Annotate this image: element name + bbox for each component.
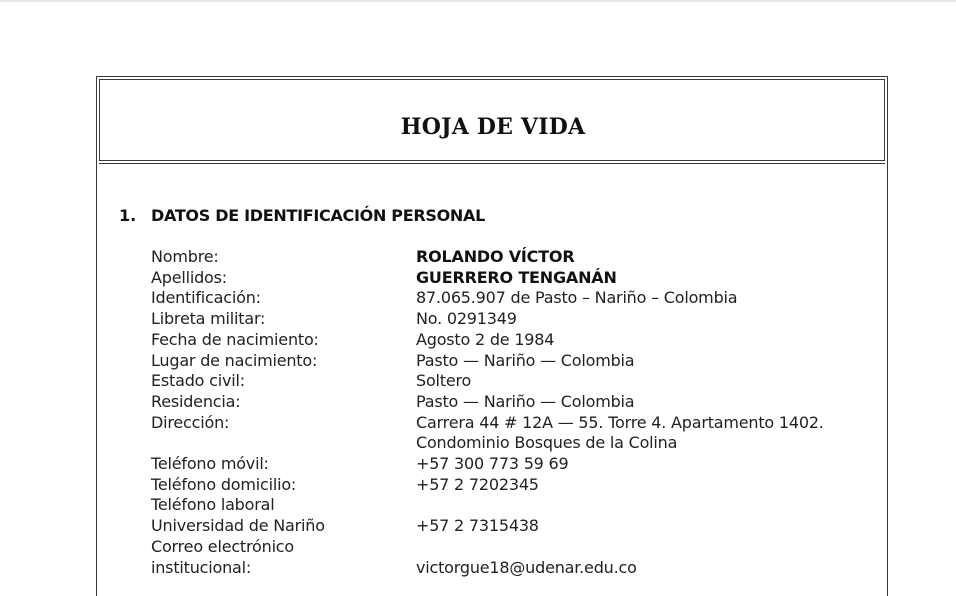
title-box: [99, 79, 885, 161]
field-value: 87.065.907 de Pasto – Nariño – Colombia: [416, 288, 738, 308]
field-label: Identificación:: [151, 288, 261, 308]
row-apellidos: [151, 268, 871, 289]
row-nombre: [151, 247, 871, 268]
field-value: Agosto 2 de 1984: [416, 329, 555, 349]
row-universidad-narino: [151, 516, 871, 537]
row-telefono-laboral: [151, 495, 871, 516]
field-label: Estado civil:: [151, 371, 245, 391]
field-label: Teléfono móvil:: [151, 454, 269, 474]
field-label: Nombre:: [151, 247, 219, 266]
section-number: 1.: [119, 206, 137, 225]
row-telefono-movil: [151, 454, 871, 475]
field-value: +57 2 7202345: [416, 474, 539, 494]
row-residencia: [151, 392, 871, 413]
field-value: Carrera 44 # 12A — 55. Torre 4. Apartamento 1402.: [416, 412, 824, 432]
field-label: institucional:: [151, 557, 252, 577]
field-label: Residencia:: [151, 391, 241, 411]
field-value: +57 300 773 59 69: [416, 454, 569, 474]
field-label: Libreta militar:: [151, 309, 266, 329]
field-value: [416, 537, 871, 558]
field-value: [416, 495, 871, 516]
field-value: No. 0291349: [416, 309, 517, 329]
field-label: Correo electrónico: [151, 536, 294, 556]
row-identificacion: [151, 288, 871, 309]
row-fecha-nacimiento: [151, 330, 871, 351]
document-page: [96, 76, 888, 596]
field-label: Universidad de Nariño: [151, 516, 325, 536]
row-libreta-militar: [151, 309, 871, 330]
field-label: Lugar de nacimiento:: [151, 350, 318, 370]
row-lugar-nacimiento: [151, 351, 871, 372]
field-label: Teléfono laboral: [151, 495, 275, 515]
email-link[interactable]: victorgue18@udenar.edu.co: [416, 557, 637, 577]
field-value: GUERRERO TENGANÁN: [416, 267, 617, 287]
field-value: +57 2 7315438: [416, 516, 539, 536]
title-divider: [99, 163, 885, 164]
viewer-top-edge: [0, 0, 956, 2]
field-label: Fecha de nacimiento:: [151, 329, 319, 349]
row-telefono-domicilio: [151, 475, 871, 496]
section-heading: DATOS DE IDENTIFICACIÓN PERSONAL: [151, 206, 485, 225]
row-direccion-continued: [151, 433, 871, 454]
row-estado-civil: [151, 371, 871, 392]
field-value: ROLANDO VÍCTOR: [416, 247, 575, 266]
field-label: [151, 433, 416, 454]
document-title: HOJA DE VIDA: [400, 114, 586, 140]
field-label: Teléfono domicilio:: [151, 474, 297, 494]
field-label: Dirección:: [151, 412, 230, 432]
row-correo-institucional: [151, 558, 871, 579]
field-value: Soltero: [416, 371, 472, 391]
row-direccion: [151, 413, 871, 434]
row-correo-electronico: [151, 537, 871, 558]
personal-data-list: [151, 247, 871, 578]
field-value: Pasto — Nariño — Colombia: [416, 391, 635, 411]
field-label: Apellidos:: [151, 267, 227, 287]
field-value: Pasto — Nariño — Colombia: [416, 350, 635, 370]
field-value: Condominio Bosques de la Colina: [416, 433, 678, 453]
